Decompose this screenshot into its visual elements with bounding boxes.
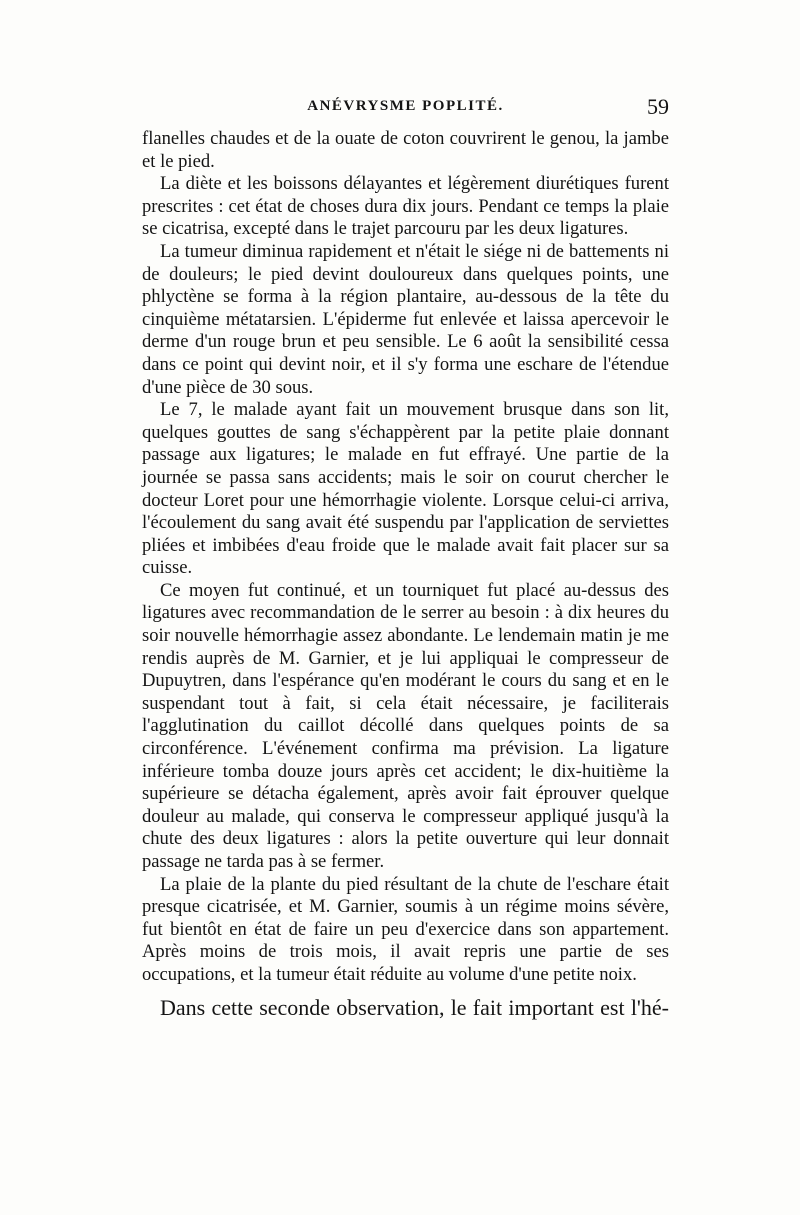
paragraph-1: flanelles chaudes et de la ouate de coton couvrirent le genou, la jambe et le pied. <box>142 128 669 172</box>
page-number: 59 <box>647 94 669 119</box>
paragraph-2: La diète et les boissons délayantes et légèrement diurétiques furent prescrites : cet état de choses dura dix jours. Pendant ce temps la plaie se cicatrisa, excepté dans le trajet parcouru par les deux ligatures. <box>142 173 669 240</box>
paragraph-5: Ce moyen fut continué, et un tourniquet fut placé au-dessus des ligatures avec recommandation de le serrer au besoin : à dix heures du soir nouvelle hémorrhagie assez abondante. Le lendemain matin je me rendis auprès de M. Garnier, et je lui appliquai le compresseur de Dupuytren, dans l'espérance qu'en modérant le cours du sang et en le suspendant tout à fait, si cela était nécessaire, je faciliterais l'agglutination du caillot décollé dans quelques points de sa circonférence. L'événement confirma ma prévision. La ligature inférieure tomba douze jours après cet accident; le dix-huitième la supérieure se détacha également, après avoir fait éprouver quelque douleur au malade, qui conserva le compresseur appliqué jusqu'à la chute des deux ligatures : alors la petite ouverture qui leur donnait passage ne tarda pas à se fermer. <box>142 579 669 872</box>
running-head <box>142 94 669 122</box>
body-text <box>142 128 669 1023</box>
paragraph-6: La plaie de la plante du pied résultant de la chute de l'eschare était presque cicatrisée, et M. Garnier, soumis à un régime moins sévère, fut bientôt en état de faire un peu d'exercice dans son appartement. Après moins de trois mois, il avait repris une partie de ses occupations, et la tumeur était réduite au volume d'une petite noix. <box>142 873 669 985</box>
paragraph-4: Le 7, le malade ayant fait un mouvement brusque dans son lit, quelques gouttes de sang s'échappèrent par la petite plaie donnant passage aux ligatures; le malade en fut effrayé. Une partie de la journée se passa sans accidents; mais le soir on courut chercher le docteur Loret pour une hémorrhagie violente. Lorsque celui-ci arriva, l'écoulement du sang avait été suspendu par l'application de serviettes pliées et imbibées d'eau froide que le malade avait fait placer sur sa cuisse. <box>142 399 669 579</box>
running-title: ANÉVRYSME POPLITÉ. <box>307 98 504 114</box>
paragraph-7: Dans cette seconde observation, le fait important est l'hé- <box>160 994 669 1020</box>
paragraph-3: La tumeur diminua rapidement et n'était le siége ni de battements ni de douleurs; le pied devint douloureux dans quelques points, une phlyctène se forma à la région plantaire, au-dessous de la tête du cinquième métatarsien. L'épiderme fut enlevée et laissa apercevoir le derme d'un rouge brun et peu sensible. Le 6 août la sensibilité cessa dans ce point qui devint noir, et il s'y forma une eschare de l'étendue d'une pièce de 30 sous. <box>142 240 669 398</box>
